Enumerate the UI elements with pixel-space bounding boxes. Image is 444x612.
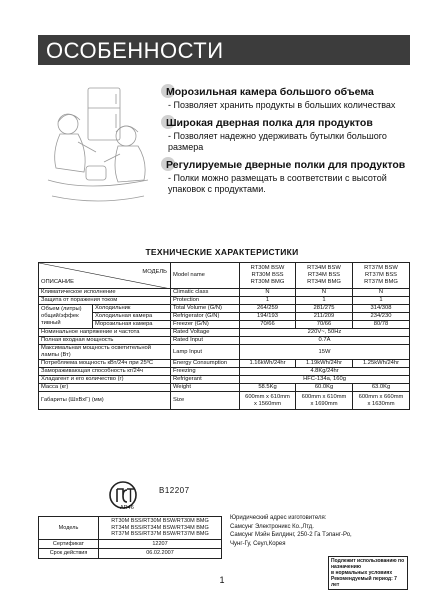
cell-value: 1 <box>296 297 353 305</box>
row-label: Полная входная мощность <box>39 337 171 345</box>
row-label-en: Weight <box>171 384 240 392</box>
address-line: Юридический адрес изготовителя: <box>230 515 327 521</box>
table-row <box>39 337 410 345</box>
row-label-en: Climatic class <box>171 289 240 297</box>
row-label: Потребляема мощность кВт/24ч при 25ºC <box>39 360 171 368</box>
cell-value: 314/308 <box>353 305 410 313</box>
title-bar <box>38 35 410 65</box>
table-row <box>39 384 410 392</box>
manufacturer-address <box>230 514 405 548</box>
certificate-sub-code: AR46 <box>120 505 134 511</box>
table-row <box>39 263 410 289</box>
cell-value: 70/66 <box>296 321 353 329</box>
cell-value: 264/259 <box>240 305 296 313</box>
address-line: Самсунг Мэйн Билдинг, 250-2 Га Тэпанг-Ро, <box>230 532 352 538</box>
row-label: Хладагент и его количество (г) <box>39 376 171 384</box>
cell-value: 58.5Kg <box>240 384 296 392</box>
table-row <box>39 305 410 313</box>
model-line: RT37M BSS/RT37M BSW/RT37M BMG <box>111 531 209 537</box>
cell-value: 1.16kWh/24hr <box>240 360 296 368</box>
cell-value: 60.0Kg <box>296 384 353 392</box>
model-label: МОДЕЛЬ <box>142 269 167 275</box>
table-row <box>39 549 222 559</box>
feature-title: Регулируемые дверные полки для продуктов <box>166 159 406 171</box>
row-label: Климатическое исполнение <box>39 289 171 297</box>
feature-item <box>166 159 406 195</box>
cell-value: 211/209 <box>296 313 353 321</box>
model-name: RT30M BSW <box>250 265 285 271</box>
model-label: Модель <box>39 517 99 540</box>
cell-value <box>296 392 353 410</box>
feature-item <box>166 86 406 111</box>
model-column <box>240 263 296 289</box>
notice-line: Рекомендуемый период: 7 лет <box>331 576 397 588</box>
cell-value: 194/193 <box>240 313 296 321</box>
model-name: RT37M BSS <box>364 272 398 278</box>
description-label: ОПИСАНИЕ <box>41 279 74 285</box>
table-row <box>39 313 410 321</box>
certificate-code: B12207 <box>159 486 190 495</box>
address-line: Самсунг Электроникс Ко.,Лтд. <box>230 523 314 530</box>
row-label: Холодильник <box>93 305 171 313</box>
row-label: Защита от поражения током <box>39 297 171 305</box>
table-row <box>39 297 410 305</box>
model-name: RT37M BSW <box>364 265 398 271</box>
table-row <box>39 289 410 297</box>
size-line: x 1560mm <box>253 400 282 407</box>
model-name: RT34M BSS <box>307 272 341 278</box>
model-name: RT37M BMG <box>364 279 398 285</box>
volume-group-label: Объем (литры) общий/эффек тивный <box>39 305 93 329</box>
cell-value: N <box>296 289 353 297</box>
feature-desc: - Полки можно размещать в соответствии с высотой упаковок с продуктами. <box>168 173 387 194</box>
notice-line: в нормальных условиях <box>331 570 393 576</box>
children-illustration <box>38 84 158 212</box>
address-line: Чунг-Гу, Сеул,Корея <box>230 540 286 547</box>
table-row <box>39 321 410 329</box>
validity-value: 06.02.2007 <box>99 549 222 559</box>
cell-value: 1.19kWh/24hr <box>296 360 353 368</box>
size-line: 600mm x 610mm <box>245 393 290 400</box>
table-row <box>39 345 410 360</box>
feature-title: Широкая дверная полка для продуктов <box>166 117 373 129</box>
row-label-en: Energy Consumption <box>171 360 240 368</box>
row-label: Номинальное напряжение и частота <box>39 329 171 337</box>
validity-label: Срок действия <box>39 549 99 559</box>
cell-value: 220V~, 50Hz <box>240 329 410 337</box>
cell-value: 15W <box>240 345 410 360</box>
cell-value <box>353 392 410 410</box>
spec-table <box>38 262 410 410</box>
page-title: ОСОБЕННОСТИ <box>46 38 224 63</box>
cell-value: 1 <box>240 297 296 305</box>
cell-value: 4.8Kg/24hr <box>240 368 410 376</box>
row-label-en: Lamp Input <box>171 345 240 360</box>
table-row <box>39 329 410 337</box>
certificate-label: Сертификат <box>39 539 99 549</box>
cell-value: 0.7A <box>240 337 410 345</box>
model-name: RT34M BSW <box>307 265 341 271</box>
row-label-en: Protection <box>171 297 240 305</box>
feature-title: Морозильная камера большого объема <box>166 86 374 98</box>
row-label-en: Freezer (G/N) <box>171 321 240 329</box>
row-label: Холодильная камера <box>93 313 171 321</box>
model-line: RT34M BSS/RT34M BSW/RT34M BMG <box>111 524 209 531</box>
certificate-value: 12207 <box>99 539 222 549</box>
size-line: 600mm x 660mm <box>358 393 404 400</box>
table-row <box>39 539 222 549</box>
table-row <box>39 376 410 384</box>
cell-value: 1 <box>353 297 410 305</box>
row-label: Замораживающая способность кг/24ч <box>39 368 171 376</box>
size-line: x 1690mm <box>310 400 338 407</box>
cell-value: N <box>240 289 296 297</box>
model-list <box>99 517 222 540</box>
row-label-en: Total Volume (G/N) <box>171 305 240 313</box>
size-line: 600mm x 610mm <box>301 393 347 400</box>
row-label-en: Refrigerator (G/N) <box>171 313 240 321</box>
feature-list <box>166 86 406 201</box>
size-line: x 1630mm <box>367 400 395 407</box>
row-label-en: Rated Input <box>171 337 240 345</box>
row-label: Морозильная камера <box>93 321 171 329</box>
row-label-en: Size <box>171 392 240 410</box>
cell-value: 70/66 <box>240 321 296 329</box>
cell-value: HFC-134a, 160g <box>240 376 410 384</box>
cell-value: 63.0Kg <box>353 384 410 392</box>
table-row <box>39 392 410 410</box>
spec-title: ТЕХНИЧЕСКИЕ ХАРАКТЕРИСТИКИ <box>145 247 299 257</box>
cell-value: N <box>353 289 410 297</box>
page-number: 1 <box>219 575 225 585</box>
row-label-en: Rated Voltage <box>171 329 240 337</box>
table-row <box>39 517 222 540</box>
cell-value: 1.25kWh/24hr <box>353 360 410 368</box>
feature-desc: - Позволяет надежно удерживать бутылки большого размера <box>168 131 387 152</box>
row-label: Максимальная мощность осветительной лампы (Вт) <box>39 345 171 360</box>
row-label-en: Freezing <box>171 368 240 376</box>
model-name: RT30M BSS <box>251 272 284 278</box>
cell-value <box>240 392 296 410</box>
feature-item <box>166 117 406 153</box>
model-desc-header <box>39 263 171 289</box>
model-name-label: Model name <box>171 263 240 289</box>
model-column <box>353 263 410 289</box>
model-line: RT30M BSS/RT30M BSW/RT30M BMG <box>111 518 209 524</box>
model-name: RT34M BMG <box>307 279 341 285</box>
cell-value: 80/78 <box>353 321 410 329</box>
row-label: Габариты (ШхВхГ) (мм) <box>39 392 171 410</box>
cell-value: 281/275 <box>296 305 353 313</box>
table-row <box>39 368 410 376</box>
model-column <box>296 263 353 289</box>
cell-value: 234/230 <box>353 313 410 321</box>
row-label: Масса (кг) <box>39 384 171 392</box>
notice-line: Подлежит использованию по назначению <box>331 558 405 570</box>
certification-table <box>38 516 222 559</box>
table-row <box>39 360 410 368</box>
feature-desc: - Позволяет хранить продукты в больших количествах <box>168 100 396 110</box>
model-name: RT30M BMG <box>250 279 285 285</box>
row-label-en: Refrigerant <box>171 376 240 384</box>
